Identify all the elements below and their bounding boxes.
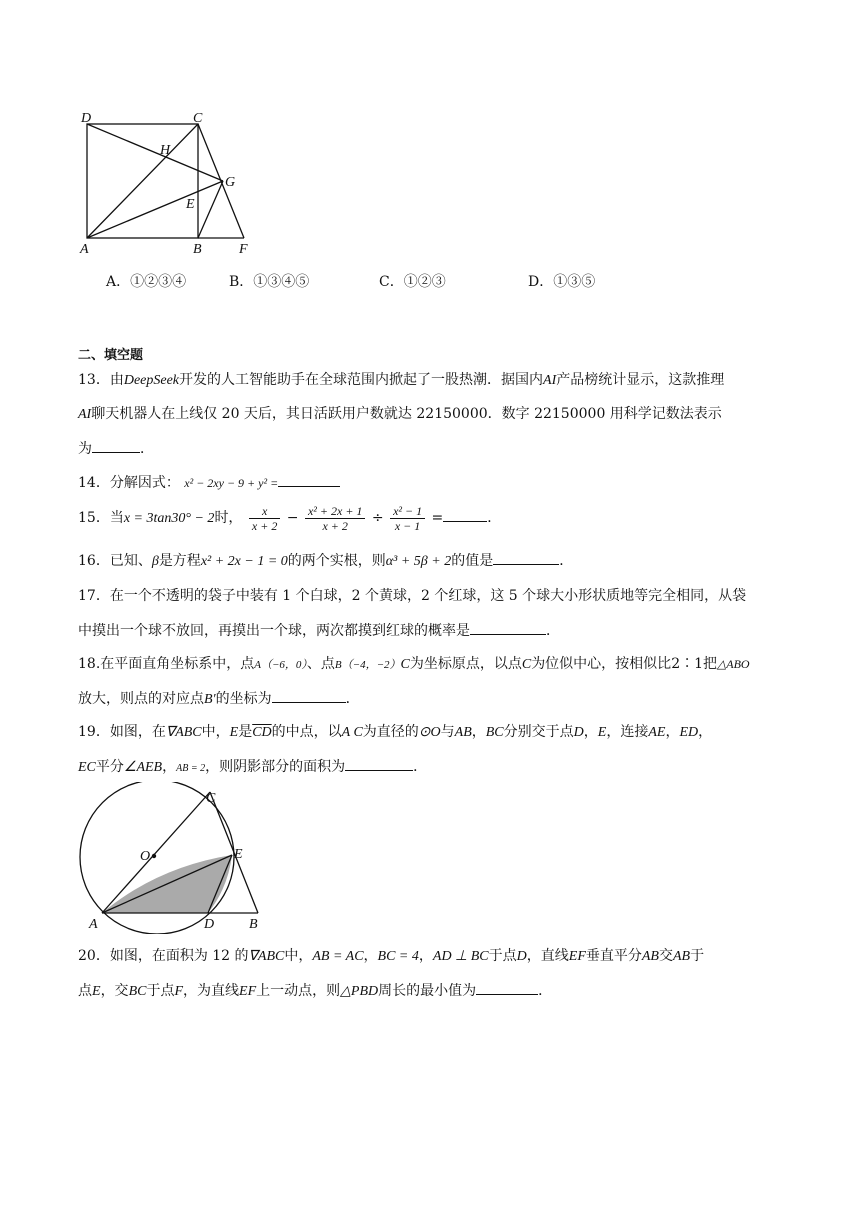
answer-blank-15[interactable] (443, 507, 487, 522)
q13-line3: 为 ． (78, 438, 154, 459)
fraction-3: $\frac{\text{x² − 1}}{x - 1}$ (390, 504, 425, 533)
q20-line1: 20．如图，在面积为 12 的∇ABC中，AB = AC，BC = 4，AD ⊥ BC于点D，直线EF垂直平分AB交AB于 (78, 948, 705, 964)
q19-line1: 19．如图，在∇ABC中，E是$\overline{CD}$的中点，以A C为直径的⊙O与AB，BC分别交于点D，E，连接AE，ED， (78, 724, 713, 740)
label-F: F (239, 242, 248, 257)
answer-blank-20[interactable] (476, 980, 538, 995)
fraction-2: $\frac{\text{x² + 2x + 1}}{x + 2}$ (305, 504, 365, 533)
geometry-figure-circle (72, 782, 272, 934)
q16-line: 16．已知、β是方程x² + 2x − 1 = 0的两个实根，则α³ + 5β + 2的值是 ． (78, 550, 573, 572)
label-A: A (89, 917, 98, 932)
q13-line2: AI聊天机器人在上线仅 20 天后，其日活跃用户数就达 22150000．数字 22150000 用科学记数法表示 (78, 406, 722, 422)
label-H: H (160, 143, 171, 158)
q18-line1: 18.在平面直角坐标系中，点A（−6，0）、点B（−4，−2）C为坐标原点，以点C为位似中心，按相似比2∶1把△ABO (78, 656, 750, 672)
label-C: C (206, 791, 216, 806)
answer-blank-19[interactable] (345, 756, 413, 771)
label-G: G (225, 175, 236, 190)
q13-line1: 13．由DeepSeek开发的人工智能助手在全球范围内掀起了一股热潮．据国内AI产品榜统计显示，这款推理 (78, 372, 725, 388)
answer-blank-17[interactable] (470, 620, 546, 635)
label-O: O (140, 849, 151, 864)
answer-blank-13[interactable] (92, 438, 140, 453)
section-title: 二、填空题 (78, 348, 144, 363)
q17-line2: 中摸出一个球不放回，再摸出一个球，两次都摸到红球的概率是 ． (78, 620, 560, 641)
q18-line2: 放大，则点的对应点B′的坐标为 ． (78, 688, 360, 710)
geometry-figure-square (72, 106, 262, 258)
answer-blank-16[interactable] (493, 550, 559, 565)
choice-c[interactable]: C．①②③ (379, 274, 446, 290)
fraction-1: $\frac{x}{x + 2}$ (249, 504, 280, 533)
choice-b[interactable]: B．①③④⑤ (229, 274, 310, 290)
choice-a[interactable]: A．①②③④ (106, 274, 187, 290)
q14-line: 14．分解因式： x² − 2xy − 9 + y² = (78, 472, 340, 493)
q20-line2: 点E，交BC于点F，为直线EF上一动点，则△PBD周长的最小值为 ． (78, 980, 552, 1002)
label-A: A (80, 242, 89, 257)
label-D: D (204, 917, 215, 932)
choice-d[interactable]: D．①③⑤ (528, 274, 596, 290)
label-C: C (193, 111, 203, 126)
label-E: E (186, 197, 195, 212)
q15-line: 15．当x = 3tan30° − 2时， $\frac{x}{x + 2}$ − $\frac{\text{x² + 2x + 1}}{x + 2}$ ÷ $\frac{\text{x² − 1}}{x - 1}$ = ． (78, 503, 502, 533)
q17-line1: 17．在一个不透明的袋子中装有 1 个白球，2 个黄球，2 个红球，这 5 个球大小形状质地等完全相同，从袋 (78, 588, 747, 604)
label-B: B (193, 242, 202, 257)
label-D: D (81, 111, 92, 126)
label-B: B (249, 917, 258, 932)
answer-blank-18[interactable] (272, 688, 346, 703)
answer-blank-14[interactable] (278, 472, 340, 487)
label-E: E (234, 847, 243, 862)
q19-line2: EC平分∠AEB，AB = 2，则阴影部分的面积为 ． (78, 756, 427, 779)
